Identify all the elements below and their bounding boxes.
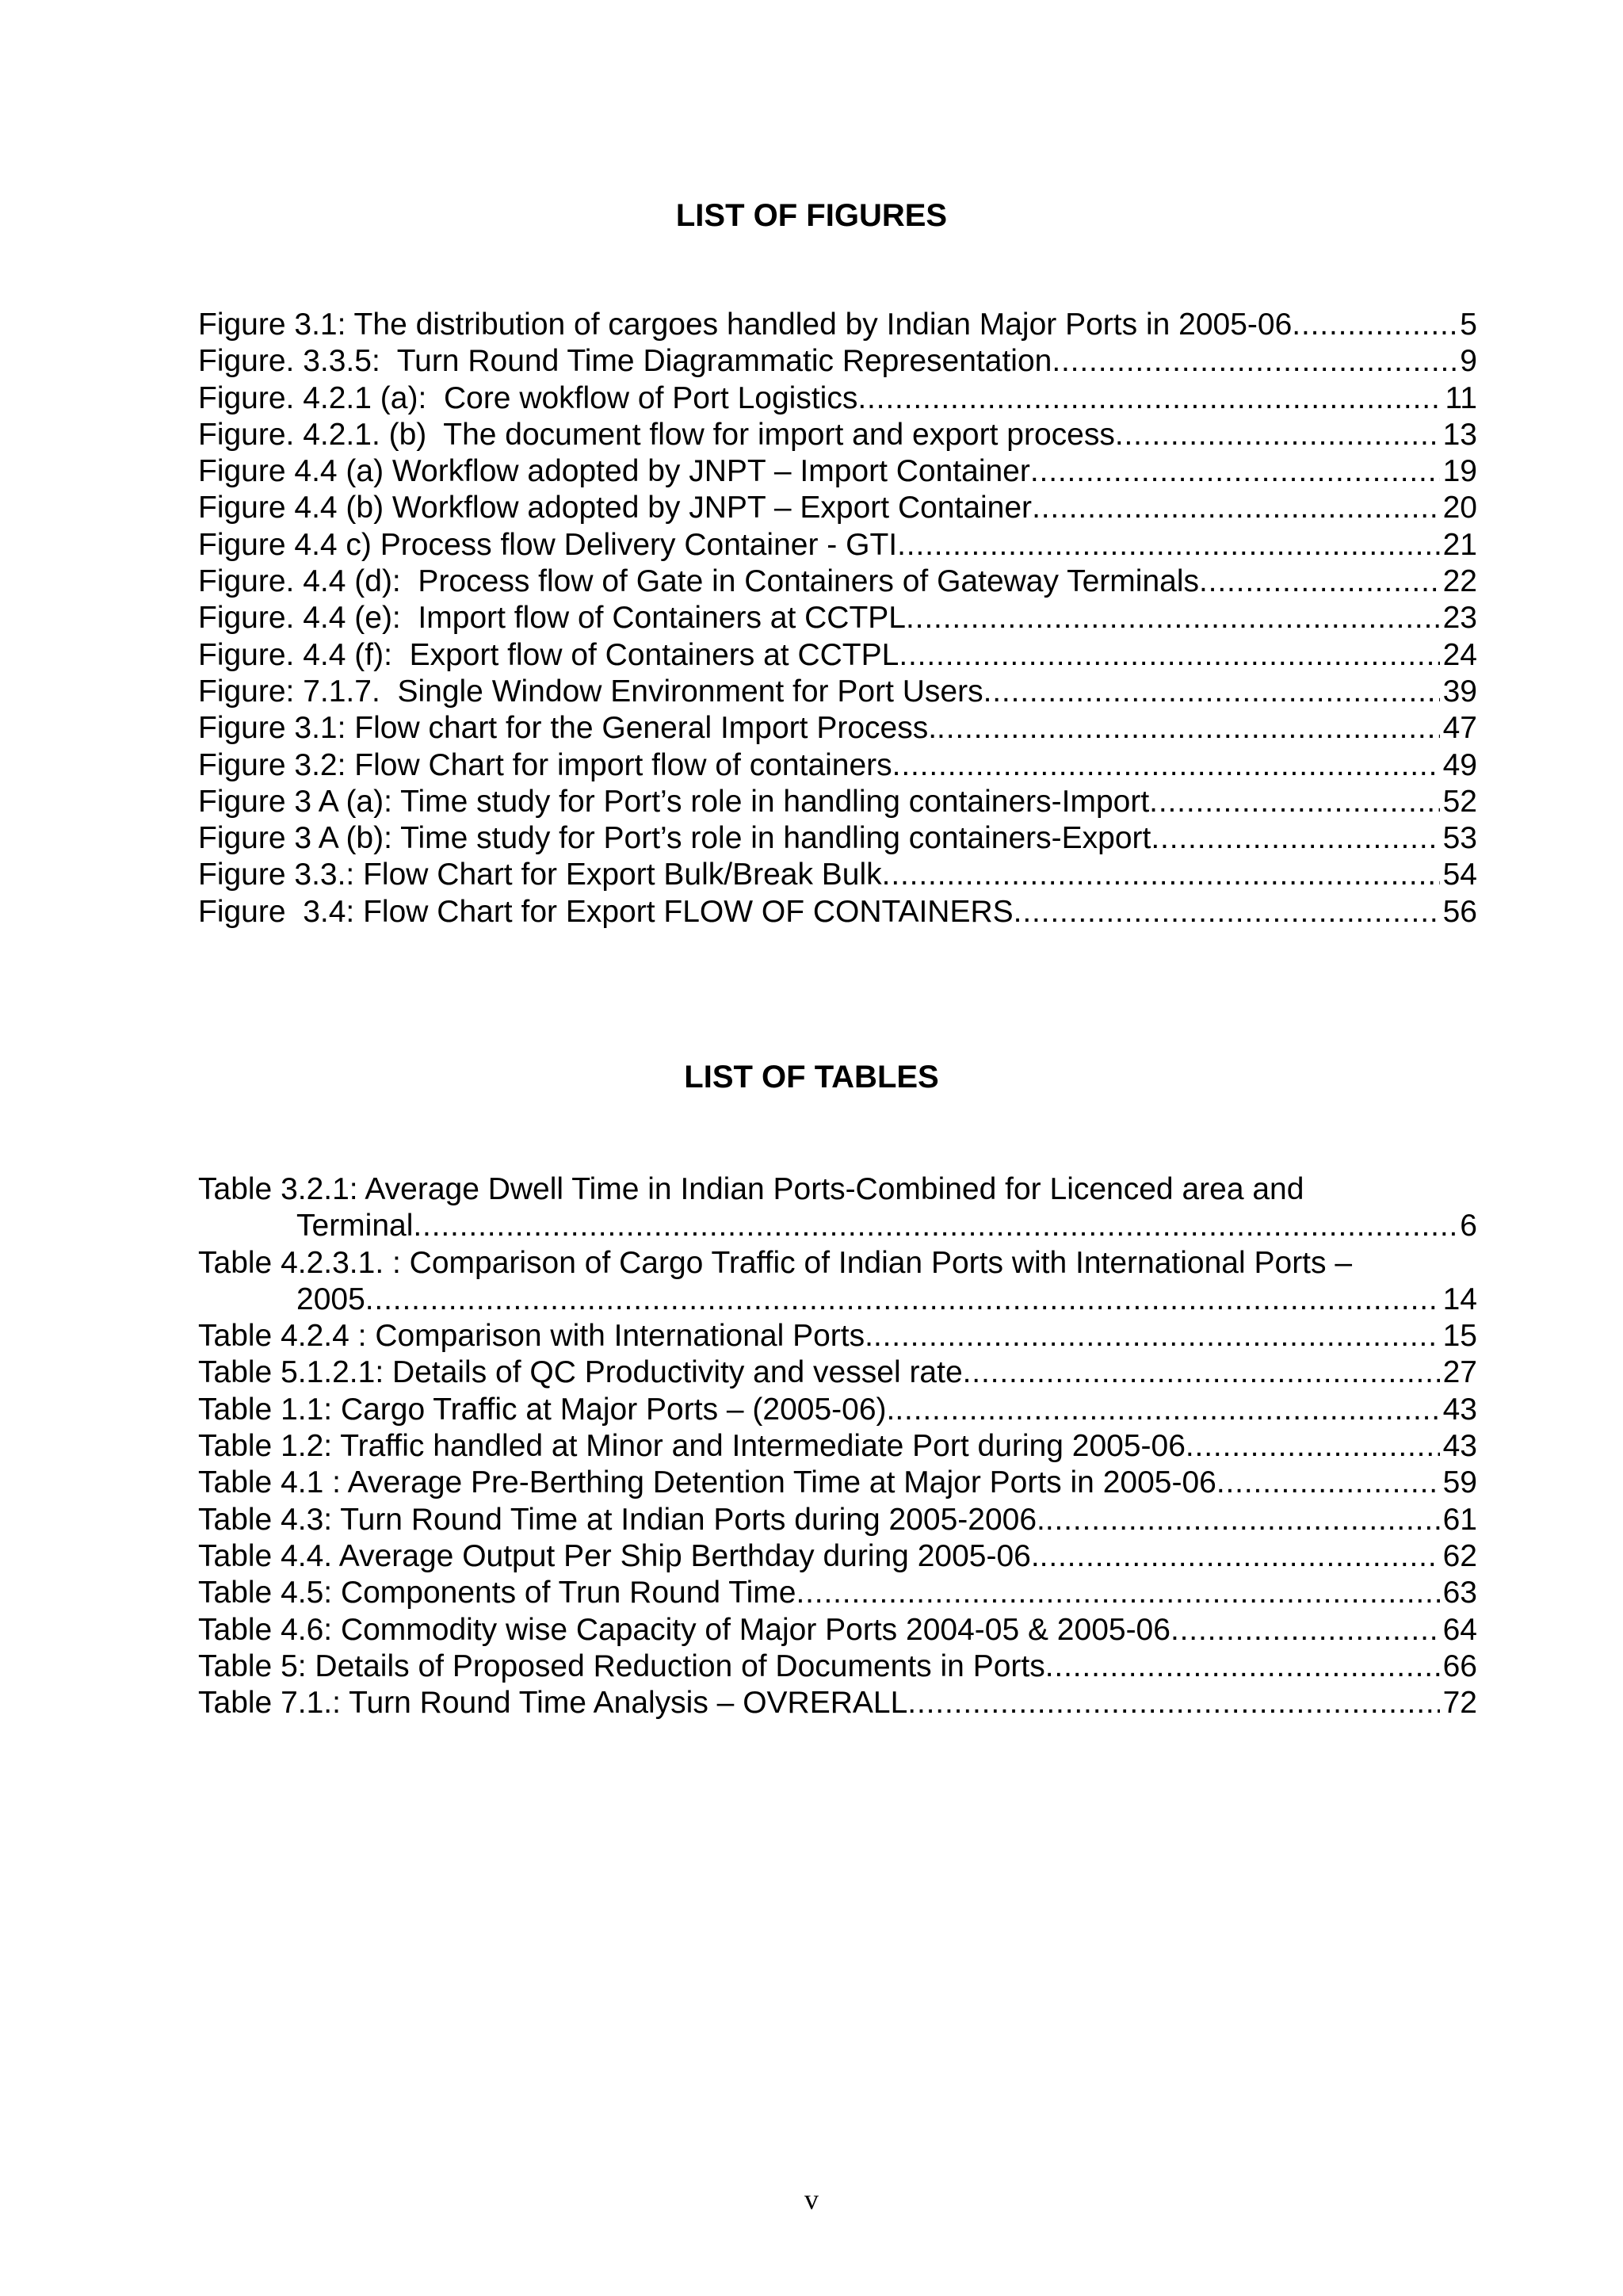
table-entry[interactable] [198, 1318, 1477, 1354]
toc-entry-page-number: 54 [1442, 858, 1477, 892]
table-entry[interactable] [198, 1392, 1477, 1428]
toc-entry-page-number: 63 [1442, 1576, 1477, 1610]
toc-entry-page-number: 52 [1442, 784, 1477, 819]
dot-leader [907, 1685, 1439, 1721]
figure-entry[interactable] [198, 710, 1477, 747]
toc-entry-page-number: 53 [1442, 821, 1477, 856]
toc-entry-page-number: 15 [1442, 1319, 1477, 1354]
figure-entry[interactable] [198, 453, 1477, 490]
dot-leader [1032, 490, 1440, 526]
toc-entry-title: Figure 4.4 (b) Workflow adopted by JNPT – Export Container [198, 491, 1033, 525]
table-entry[interactable] [198, 1685, 1477, 1721]
figure-entry[interactable] [198, 563, 1477, 600]
tables-list [198, 1171, 1477, 1721]
dot-leader [1030, 453, 1440, 490]
toc-entry-page-number: 23 [1442, 601, 1477, 636]
figure-entry[interactable] [198, 820, 1477, 857]
figure-entry[interactable] [198, 784, 1477, 820]
dot-leader [1045, 1648, 1440, 1685]
dot-leader [882, 857, 1440, 893]
dot-leader [413, 1208, 1457, 1244]
figure-entry[interactable] [198, 527, 1477, 563]
toc-entry-title: Table 7.1.: Turn Round Time Analysis – OVRERALL [198, 1686, 908, 1721]
toc-entry-title: Figure 4.4 c) Process flow Delivery Container - GTI [198, 527, 898, 562]
page-number: v [804, 2183, 819, 2215]
toc-entry-title: Table 5: Details of Proposed Reduction of Documents in Ports [198, 1648, 1045, 1683]
toc-entry-title: Figure 3 A (a): Time study for Port’s role in handling containers-Import [198, 784, 1150, 819]
dot-leader [873, 1318, 1440, 1354]
table-entry[interactable] [198, 1245, 1477, 1319]
toc-entry-page-number: 66 [1442, 1648, 1477, 1683]
toc-entry-page-number: 49 [1442, 747, 1477, 782]
toc-entry-title: Figure. 4.2.1 (a): Core wokflow of Port Logistics [198, 380, 858, 415]
toc-entry-page-number: 43 [1442, 1429, 1477, 1464]
toc-entry-title: Table 1.1: Cargo Traffic at Major Ports – (2005-06). [198, 1392, 896, 1427]
figure-entry[interactable] [198, 417, 1477, 453]
dot-leader [1045, 1502, 1440, 1538]
toc-entry-page-number: 14 [1442, 1282, 1477, 1316]
toc-entry-page-number: 19 [1442, 454, 1477, 489]
figure-entry[interactable] [198, 747, 1477, 784]
figure-entry[interactable] [198, 674, 1477, 710]
toc-entry-title: Table 4.1 : Average Pre-Berthing Detention Time at Major Ports in 2005-06 [198, 1465, 1216, 1500]
table-entry[interactable] [198, 1575, 1477, 1611]
toc-entry-page-number: 21 [1442, 527, 1477, 562]
toc-entry-page-number: 20 [1442, 491, 1477, 525]
dot-leader [895, 1392, 1439, 1428]
toc-entry-title: Figure 3.3.: Flow Chart for Export Bulk/Break Bulk [198, 858, 882, 892]
table-entry[interactable] [198, 1354, 1477, 1391]
dot-leader [963, 1354, 1440, 1391]
dot-leader [1014, 894, 1440, 930]
toc-entry-page-number: 22 [1442, 564, 1477, 599]
dot-leader [1115, 417, 1440, 453]
dot-leader [899, 637, 1439, 674]
table-entry[interactable] [198, 1465, 1477, 1501]
toc-entry-page-number: 5 [1460, 308, 1477, 342]
list-of-tables-heading: LIST OF TABLES [684, 1060, 939, 1095]
toc-entry-title: Table 1.2: Traffic handled at Minor and Intermediate Port during 2005-06 [198, 1429, 1186, 1464]
dot-leader [983, 674, 1440, 710]
table-entry[interactable] [198, 1538, 1477, 1575]
table-entry[interactable] [198, 1502, 1477, 1538]
toc-entry-title: Figure 3.2: Flow Chart for import flow of containers [198, 747, 892, 782]
figures-list [198, 307, 1477, 930]
table-entry[interactable] [198, 1428, 1477, 1465]
table-entry[interactable] [198, 1612, 1477, 1648]
toc-entry-page-number: 39 [1442, 674, 1477, 709]
toc-entry-title: Figure 3 A (b): Time study for Port’s role in handling containers-Export [198, 821, 1151, 856]
toc-entry-page-number: 72 [1442, 1686, 1477, 1721]
toc-entry-page-number: 9 [1460, 344, 1477, 379]
toc-entry-title: 2005 [296, 1282, 365, 1316]
toc-entry-title-line: Table 3.2.1: Average Dwell Time in Indian Ports-Combined for Licenced area and [198, 1172, 1304, 1206]
toc-entry-title: Terminal [296, 1209, 414, 1244]
toc-entry-page-number: 64 [1442, 1612, 1477, 1647]
toc-entry-title: Table 4.4. Average Output Per Ship Berthday during 2005-06. [198, 1538, 1040, 1573]
toc-entry-page-number: 13 [1442, 417, 1477, 452]
toc-entry-page-number: 24 [1442, 637, 1477, 672]
toc-entry-title: Figure 4.4 (a) Workflow adopted by JNPT – Import Container [198, 454, 1030, 489]
dot-leader [892, 747, 1440, 784]
list-of-figures-heading: LIST OF FIGURES [675, 198, 948, 233]
toc-entry-title: Table 4.2.4 : Comparison with International Ports. [198, 1319, 873, 1354]
toc-entry-page-number: 6 [1460, 1209, 1477, 1244]
toc-entry-page-number: 27 [1442, 1355, 1477, 1390]
toc-entry-title-line: Table 4.2.3.1. : Comparison of Cargo Traffic of Indian Ports with International Ports – [198, 1245, 1353, 1280]
table-entry[interactable] [198, 1171, 1477, 1245]
table-entry[interactable] [198, 1648, 1477, 1685]
toc-entry-title: Table 4.3: Turn Round Time at Indian Ports during 2005-2006. [198, 1502, 1045, 1537]
toc-entry-title: Figure 3.4: Flow Chart for Export FLOW OF CONTAINERS [198, 894, 1014, 929]
figure-entry[interactable] [198, 307, 1477, 343]
figure-entry[interactable] [198, 490, 1477, 526]
dot-leader [897, 527, 1440, 563]
figure-entry[interactable] [198, 600, 1477, 636]
toc-entry-title: Figure 3.1: The distribution of cargoes handled by Indian Major Ports in 2005-06 [198, 308, 1293, 342]
dot-leader [1292, 307, 1457, 343]
toc-entry-title: Figure. 4.4 (f): Export flow of Containers at CCTPL [198, 637, 899, 672]
figure-entry[interactable] [198, 380, 1477, 417]
dot-leader [906, 600, 1440, 636]
dot-leader [1216, 1465, 1440, 1501]
toc-entry-title: Figure. 4.4 (d): Process flow of Gate in Containers of Gateway Terminals [198, 564, 1199, 599]
figure-entry[interactable] [198, 637, 1477, 674]
dot-leader [1170, 1612, 1440, 1648]
toc-entry-title: Figure. 3.3.5: Turn Round Time Diagrammatic Representation [198, 344, 1052, 379]
dot-leader [1052, 343, 1457, 380]
toc-entry-page-number: 47 [1442, 711, 1477, 746]
dot-leader [1151, 820, 1439, 857]
dot-leader [1186, 1428, 1440, 1465]
toc-entry-title: Figure. 4.4 (e): Import flow of Containers at CCTPL [198, 601, 907, 636]
figure-entry[interactable] [198, 343, 1477, 380]
figure-entry[interactable] [198, 857, 1477, 893]
toc-entry-page-number: 43 [1442, 1392, 1477, 1427]
toc-entry-title: Figure 3.1: Flow chart for the General Import Process. [198, 711, 938, 746]
dot-leader [857, 380, 1442, 417]
dot-leader [937, 710, 1440, 747]
dot-leader [1149, 784, 1439, 820]
dot-leader [1040, 1538, 1440, 1575]
figure-entry[interactable] [198, 894, 1477, 930]
dot-leader [796, 1575, 1439, 1611]
toc-entry-title: Figure: 7.1.7. Single Window Environment for Port Users [198, 674, 983, 709]
toc-entry-page-number: 62 [1442, 1538, 1477, 1573]
toc-entry-page-number: 56 [1442, 894, 1477, 929]
dot-leader [365, 1282, 1440, 1318]
toc-entry-title: Table 5.1.2.1: Details of QC Productivity and vessel rate [198, 1355, 963, 1390]
toc-entry-title: Table 4.5: Components of Trun Round Time [198, 1576, 796, 1610]
toc-entry-page-number: 59 [1442, 1465, 1477, 1500]
toc-entry-title: Figure. 4.2.1. (b) The document flow for import and export process [198, 417, 1115, 452]
toc-entry-title: Table 4.6: Commodity wise Capacity of Major Ports 2004-05 & 2005-06 [198, 1612, 1170, 1647]
dot-leader [1199, 563, 1440, 600]
toc-entry-page-number: 61 [1442, 1502, 1477, 1537]
toc-entry-page-number: 11 [1445, 380, 1477, 415]
